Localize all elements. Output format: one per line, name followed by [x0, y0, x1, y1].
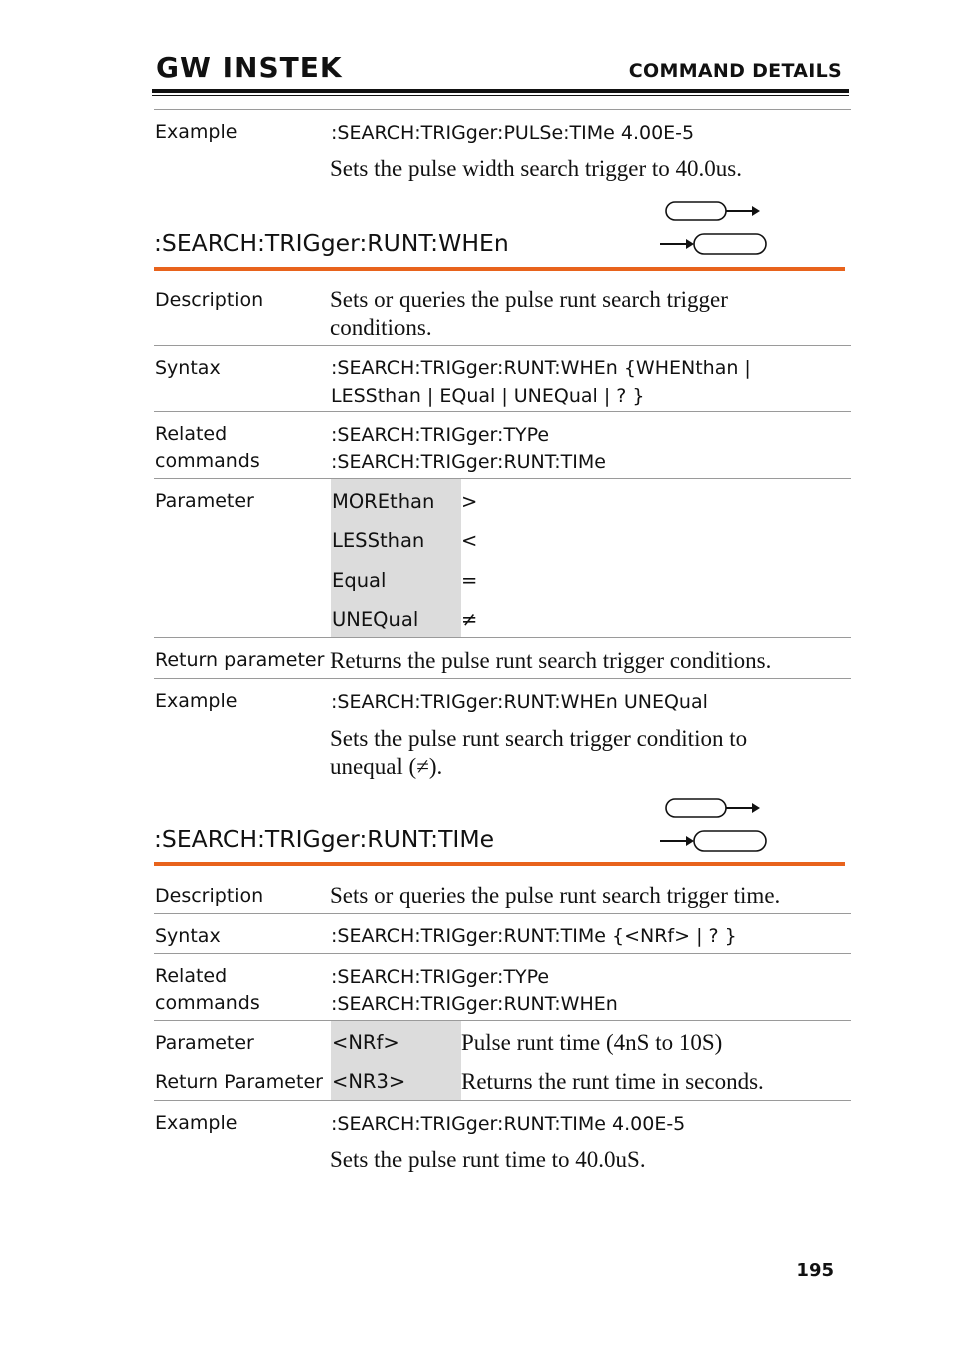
- parameter-symbol: =: [461, 569, 478, 592]
- section-heading-runt-when: :SEARCH:TRIGger:RUNT:WHEn: [154, 229, 509, 257]
- section-rule: [154, 267, 845, 271]
- set-query-icon: [660, 795, 770, 857]
- divider: [154, 637, 851, 638]
- parameter-label: Parameter: [155, 490, 254, 512]
- related-command-1: :SEARCH:TRIGger:TYPe: [331, 966, 550, 988]
- divider: [154, 1100, 851, 1101]
- syntax-line: :SEARCH:TRIGger:RUNT:TIMe {<NRf> | ? }: [331, 925, 737, 947]
- divider: [154, 411, 851, 412]
- return-parameter-name: <NR3>: [332, 1070, 406, 1093]
- description-label: Description: [155, 885, 264, 907]
- return-parameter-description: Returns the runt time in seconds.: [461, 1069, 764, 1094]
- related-label-2: commands: [155, 450, 260, 472]
- header-rule-thin: [152, 95, 849, 96]
- page-number: 195: [796, 1260, 834, 1281]
- related-label-1: Related: [155, 965, 228, 987]
- description-text: Sets or queries the pulse runt search trigger time.: [330, 883, 781, 908]
- return-parameter-label: Return parameter: [155, 649, 325, 671]
- divider: [154, 478, 851, 479]
- parameter-symbol: <: [461, 529, 478, 552]
- brand-logo: GW INSTEK: [156, 51, 343, 84]
- return-parameter-label: Return Parameter: [155, 1071, 323, 1093]
- example-description-2: unequal (≠).: [330, 754, 443, 779]
- divider: [154, 913, 851, 914]
- example-label: Example: [155, 121, 238, 143]
- related-command-1: :SEARCH:TRIGger:TYPe: [331, 424, 550, 446]
- description-text-2: conditions.: [330, 315, 432, 340]
- section-rule: [154, 862, 845, 866]
- parameter-name: <NRf>: [332, 1031, 400, 1054]
- divider: [154, 345, 851, 346]
- related-label-1: Related: [155, 423, 228, 445]
- divider: [154, 678, 851, 679]
- example-command: :SEARCH:TRIGger:PULSe:TIMe 4.00E-5: [331, 122, 695, 144]
- related-label-2: commands: [155, 992, 260, 1014]
- example-command: :SEARCH:TRIGger:RUNT:TIMe 4.00E-5: [331, 1113, 686, 1135]
- related-command-2: :SEARCH:TRIGger:RUNT:TIMe: [331, 451, 606, 473]
- section-heading-runt-time: :SEARCH:TRIGger:RUNT:TIMe: [154, 825, 495, 853]
- parameter-name: MOREthan: [332, 490, 435, 513]
- parameter-name: LESSthan: [332, 529, 425, 552]
- divider: [154, 953, 851, 954]
- divider: [154, 1020, 851, 1021]
- parameter-name: Equal: [332, 569, 387, 592]
- description-label: Description: [155, 289, 264, 311]
- divider: [154, 109, 851, 110]
- example-description: Sets the pulse runt time to 40.0uS.: [330, 1147, 646, 1172]
- parameter-symbol: >: [461, 490, 478, 513]
- parameter-description: Pulse runt time (4nS to 10S): [461, 1030, 723, 1055]
- example-label: Example: [155, 690, 238, 712]
- parameter-symbol: ≠: [461, 608, 478, 631]
- related-command-2: :SEARCH:TRIGger:RUNT:WHEn: [331, 993, 618, 1015]
- section-title: COMMAND DETAILS: [628, 60, 842, 82]
- example-description: Sets the pulse width search trigger to 40.0us.: [330, 156, 743, 181]
- syntax-line-2: LESSthan | EQual | UNEQual | ? }: [331, 385, 645, 407]
- return-parameter-text: Returns the pulse runt search trigger conditions.: [330, 648, 772, 673]
- parameter-label: Parameter: [155, 1032, 254, 1054]
- syntax-label: Syntax: [155, 357, 221, 379]
- header-rule: [152, 89, 849, 93]
- example-command: :SEARCH:TRIGger:RUNT:WHEn UNEQual: [331, 691, 708, 713]
- example-description-1: Sets the pulse runt search trigger condition to: [330, 726, 748, 751]
- parameter-name: UNEQual: [332, 608, 419, 631]
- description-text-1: Sets or queries the pulse runt search trigger: [330, 287, 728, 312]
- set-query-icon: [660, 198, 770, 260]
- example-label: Example: [155, 1112, 238, 1134]
- syntax-line-1: :SEARCH:TRIGger:RUNT:WHEn {WHENthan |: [331, 357, 751, 379]
- syntax-label: Syntax: [155, 925, 221, 947]
